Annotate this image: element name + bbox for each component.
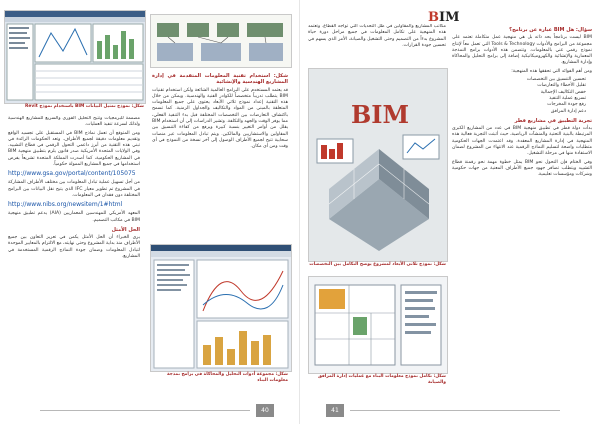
software-ui-illustration [5, 11, 145, 103]
right-caption-1: شكل: نموذج ثلاثي الأبعاد لمشروع يوضح التكامل بين التخصصات [309, 262, 446, 267]
list-item: • خفض التكاليف الإجمالية [452, 90, 586, 96]
list-item: • تسريع عملية التنفيذ [452, 96, 586, 102]
software-screenshot-figure [4, 10, 146, 104]
right-col2-question: سؤال: هل BIM عبارة عن برنامج؟ [509, 27, 592, 33]
col1-heading: الحل الأمثل [111, 226, 140, 233]
col1-item-3: المعهد الأمريكي للمهندسين المعماريين (AIA) يدعم تطبيق منهجية BIM في مكاتب التصميم. [8, 211, 140, 223]
right-caption-2: شكل: تكامل نموذج معلومات البناء مع عمليات إدارة المرافق والصيانة [317, 374, 446, 385]
right-col2-text: BIM ليست برنامجاً بحد ذاته بل هي منهجية عمل متكاملة تعتمد على مجموعة من البرامج والأدوات Tools & Technology التي تعمل معاً لإنتاج نموذج رقمي غني بالمعلومات. وتتضمن هذه الأدوات برامج النمذجة المعمارية والإنشائية والكهروميكانيكية إضافة إلى برامج التحليل والمحاكاة وإدارة المشاريع. [452, 35, 592, 66]
col2-body-text: قد يعتمد المستخدم على البرامج العالمية الشائعة ولكن استخدام تقنيات BIM يتطلب تدريباً متخصصاً للكوادر الفنية والهندسية. ويمكن من خلال هذه التقنية إعداد نموذج ثلاثي الأبعاد يحتوي على جميع المعلومات المتعلقة بالمبنى من المواد والتكاليف والجداول الزمنية. كما تسمح باكتشاف التعارضات بين التخصصات المختلفة قبل بدء التنفيذ الفعلي، مما يوفر الوقت والجهد والتكلفة. وتشير الدراسات إلى أن استخدام BIM يقلل من أوامر التغيير بنسبة كبيرة ويرفع من كفاءة التنسيق بين المقاولين والاستشاريين والمالكين. ويتم تبادل المعلومات عبر منصات سحابية تتيح لجميع الأطراف الوصول إلى آخر نسخة من النموذج في أي وقت ومن أي مكان. [152, 87, 288, 150]
bim-building-illustration [309, 69, 447, 261]
facility-plan-illustration [309, 277, 447, 373]
gsa-link[interactable]: http://www.gsa.gov/portal/content/105075 [8, 170, 136, 178]
nibs-link[interactable]: http://www.nibs.org/newsitem/1#html [8, 201, 123, 209]
right-page-column-1 [308, 24, 446, 64]
right-col2-text-2: بدأت دولة قطر في تطبيق منهجية BIM في عدد من المشاريع الكبرى المرتبطة بالبنية التحتية والمنشآت الرياضية، حيث أثبتت التجربة فعالية هذه المنهجية في إدارة المشاريع المعقدة. وقد اعتمدت الجهات الحكومية متطلبات واضحة لتسليم النماذج الرقمية عند الانتهاء من المشروع لضمان الاستفادة منها في مرحلة التشغيل. [452, 126, 592, 157]
right-page-column-2 [452, 24, 592, 398]
benefits-list [452, 77, 586, 115]
right-page-bar [350, 410, 560, 411]
left-page-bar [40, 410, 250, 411]
left-page-column-1 [8, 116, 140, 396]
figure1-caption: شكل: نموذج تمثيل البيانات BIM باستخدام نموذج Revit [25, 104, 144, 109]
bim-model-figure [308, 68, 448, 262]
left-page-number: 40 [256, 404, 274, 417]
building-model-figure [150, 14, 292, 68]
right-page-number: 41 [326, 404, 344, 417]
col2-heading: شكل: استخدام تقنية المعلومات المتقدمة في إدارة المشاريع الهندسية والإنشائية [152, 73, 288, 86]
right-col2-list-intro: ومن أهم الفوائد التي تحققها هذه المنهجية: [511, 68, 592, 74]
left-page-column-2 [152, 70, 288, 240]
analysis-tools-figure [150, 244, 292, 372]
col1-top-text: مصممة للبرمجيات وتتيح التحليل الفوري والسريع للمشاريع الهندسية ولذلك لسرعة تنفيذ العمليات. [8, 116, 140, 128]
analysis-software-illustration [151, 245, 291, 371]
engineering-diagram-illustration [151, 15, 291, 67]
list-item: • تحسين التنسيق بين التخصصات [452, 77, 586, 83]
col1-body-text: ومن المتوقع أن تعمل نماذج BIM في المستقبل على تجسيد الواقع وتقديم معلومات دقيقة لجميع الأطراف. وتعد الحكومات الرائدة في تبني هذه التقنية من أبرز داعمي التحول الرقمي في قطاع التشييد. وفي الولايات المتحدة الأمريكية صدر قانون يلزم بتطبيق منهجية BIM في المشاريع الحكومية، كما أصدرت المملكة المتحدة تشريعاً يفرض استخدامها في جميع المشاريع الممولة حكومياً. [8, 130, 140, 168]
facility-management-figure [308, 276, 448, 374]
bim-logo: BIM [428, 10, 460, 25]
figure2-caption: شكل: مجموعة أدوات التحليل والمحاكاة في برامج نمذجة معلومات البناء [167, 372, 288, 383]
list-item: • دعم إدارة المرافق [452, 109, 586, 115]
right-col1-text: مكاتب المشاريع والمقاولين في ظل التحديات التي تواجه القطاع. وتعتمد هذه المنهجية على تكامل المعلومات في جميع مراحل دورة حياة المشروع بدءاً من التصميم وحتى التشغيل والصيانة، الأمر الذي يسهم في تحسين جودة القرارات. [308, 24, 446, 48]
svg-text:BIM: BIM [351, 100, 410, 129]
right-page [300, 0, 600, 424]
right-col2-heading: تجربة التطبيق في مشاريع قطر [514, 117, 592, 124]
right-col2-text-3: وفي الختام فإن التحول نحو BIM يمثل خطوة مهمة نحو رقمنة قطاع التشييد ويتطلب تضافر جهود جميع الأطراف المعنية من جهات حكومية وشركات ومؤسسات تعليمية. [452, 159, 592, 178]
col1-body-text-2: يرى الخبراء أن الحل الأمثل يكمن في تعزيز التعاون بين جميع الأطراف منذ بداية المشروع وحتى نهايته، مع الالتزام بالمعايير الموحدة لتبادل المعلومات وضمان جودة النماذج الرقمية المستخدمة في المشاريع. [8, 235, 140, 260]
list-item: • تقليل الأخطاء والتعارضات [452, 83, 586, 89]
list-item: • رفع جودة المخرجات [452, 102, 586, 108]
col1-item-2: من أجل تسهيل عملية تبادل المعلومات بين مختلف الأطراف المشاركة في المشروع تم تطوير معيار IFC الذي يتيح نقل البيانات بين البرامج المختلفة دون فقدان في المعلومات. [8, 180, 140, 198]
